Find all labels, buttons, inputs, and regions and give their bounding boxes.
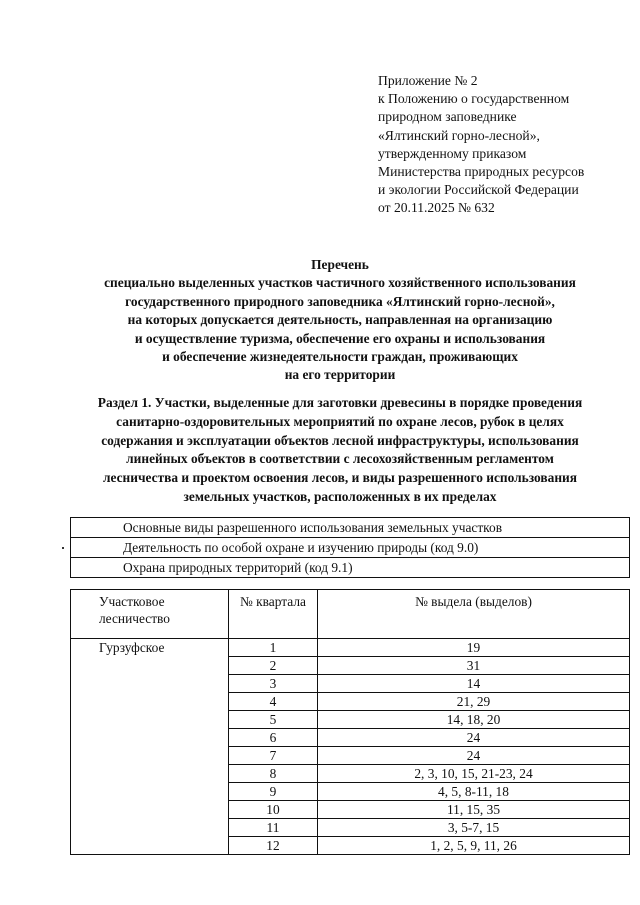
document-title	[0, 256, 640, 385]
title-line: на которых допускается деятельность, направленная на организацию	[127, 312, 553, 328]
allotments-cell: 21, 29	[318, 693, 630, 711]
quarter-cell: 11	[229, 819, 318, 837]
table-header-row	[71, 590, 630, 639]
section-line: лесничества и проектом освоения лесов, и виды разрешенного использования	[102, 470, 578, 486]
appendix-header	[378, 72, 628, 218]
land-use-header: Основные виды разрешенного использования земельных участков	[71, 518, 630, 538]
allotments-cell: 1, 2, 5, 9, 11, 26	[318, 837, 630, 855]
quarter-cell: 7	[229, 747, 318, 765]
allotments-column-header: № выдела (выделов)	[318, 590, 630, 639]
table-row	[71, 518, 630, 538]
land-use-item: Охрана природных территорий (код 9.1)	[71, 558, 630, 578]
appendix-line: «Ялтинский горно-лесной»,	[378, 127, 540, 143]
section-heading	[0, 394, 640, 507]
section-line: линейных объектов в соответствии с лесохозяйственным регламентом	[126, 451, 554, 467]
allotments-cell: 24	[318, 729, 630, 747]
title-line: Перечень	[311, 257, 369, 272]
section-line: Раздел 1. Участки, выделенные для заготовки древесины в порядке проведения	[97, 395, 583, 410]
quarter-cell: 4	[229, 693, 318, 711]
plots-table	[70, 589, 630, 855]
title-line: и обеспечение жизнедеятельности граждан, проживающих	[162, 349, 518, 365]
allotments-cell: 31	[318, 657, 630, 675]
table-row	[71, 538, 630, 558]
title-line: государственного природного заповедника «Ялтинский горно-лесной»,	[125, 293, 555, 309]
quarter-cell: 3	[229, 675, 318, 693]
quarter-column-header: № квартала	[229, 590, 318, 639]
title-line: и осуществление туризма, обеспечение его охраны и использования	[134, 330, 546, 346]
appendix-line: природном заповеднике	[378, 109, 517, 125]
appendix-line: Министерства природных ресурсов	[378, 164, 585, 180]
allotments-cell: 19	[318, 639, 630, 657]
section-line: содержания и эксплуатации объектов лесной инфраструктуры, использования	[101, 432, 579, 448]
allotments-cell: 14, 18, 20	[318, 711, 630, 729]
title-line: на его территории	[284, 367, 396, 383]
allotments-cell: 2, 3, 10, 15, 21-23, 24	[318, 765, 630, 783]
quarter-cell: 2	[229, 657, 318, 675]
appendix-line: утвержденному приказом	[378, 145, 527, 161]
quarter-cell: 12	[229, 837, 318, 855]
appendix-line: Приложение № 2	[378, 73, 478, 88]
forestry-name-cell: Гурзуфское	[71, 639, 229, 855]
section-line: санитарно-оздоровительных мероприятий по охране лесов, рубок в целях	[116, 413, 564, 429]
allotments-cell: 14	[318, 675, 630, 693]
allotments-cell: 24	[318, 747, 630, 765]
land-use-item: Деятельность по особой охране и изучению природы (код 9.0)	[71, 538, 630, 558]
land-use-table	[70, 517, 630, 578]
section-line: земельных участков, расположенных в их пределах	[183, 488, 497, 504]
appendix-line: и экологии Российской Федерации	[378, 182, 579, 198]
appendix-line: от 20.11.2025 № 632	[378, 200, 495, 216]
title-line: специально выделенных участков частичного хозяйственного использования	[104, 275, 576, 291]
table-row	[71, 558, 630, 578]
allotments-cell: 3, 5-7, 15	[318, 819, 630, 837]
forestry-column-header: Участковое лесничество	[71, 590, 229, 639]
scan-speck	[62, 547, 64, 549]
quarter-cell: 1	[229, 639, 318, 657]
appendix-line: к Положению о государственном	[378, 91, 570, 107]
allotments-cell: 4, 5, 8-11, 18	[318, 783, 630, 801]
quarter-cell: 9	[229, 783, 318, 801]
table-row	[71, 639, 630, 657]
quarter-cell: 8	[229, 765, 318, 783]
quarter-cell: 10	[229, 801, 318, 819]
allotments-cell: 11, 15, 35	[318, 801, 630, 819]
quarter-cell: 6	[229, 729, 318, 747]
quarter-cell: 5	[229, 711, 318, 729]
